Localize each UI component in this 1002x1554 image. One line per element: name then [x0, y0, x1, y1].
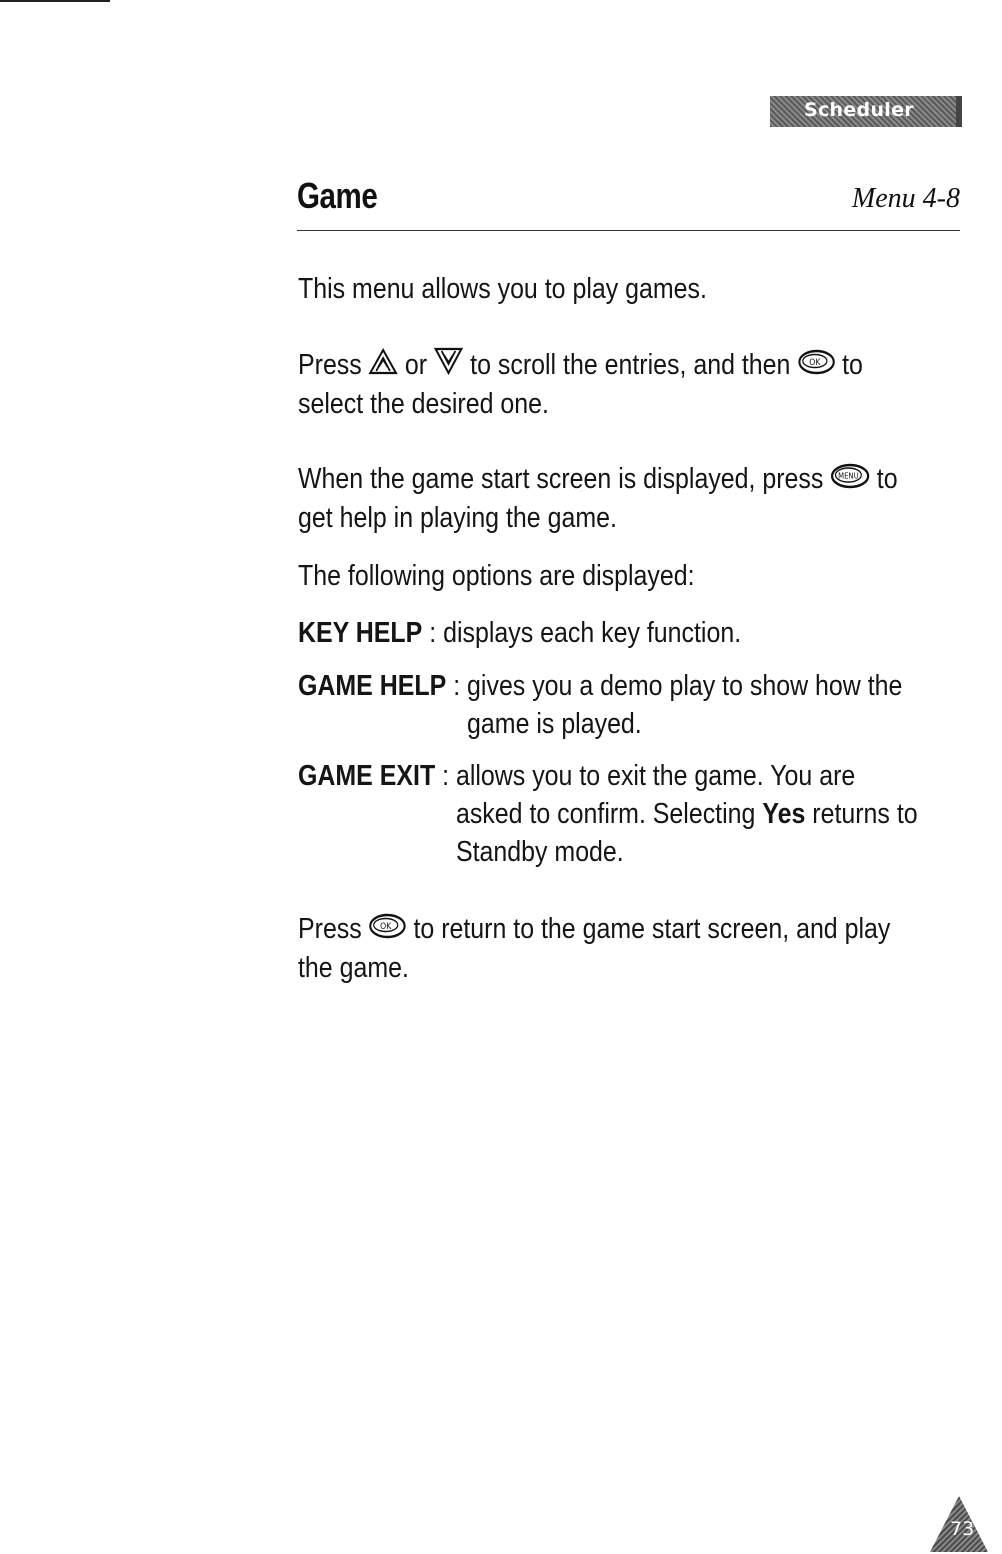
- ok-key-icon: [797, 347, 835, 385]
- option-term: KEY HELP: [298, 617, 423, 649]
- menu-key-icon: [830, 461, 870, 499]
- page-number: 73: [950, 1518, 975, 1540]
- help-instruction: When the game start screen is displayed, press MENU to get help in playing the game.: [298, 463, 898, 535]
- scroll-instruction: Press or to scroll the entries, and then OK to select the desired one.: [298, 349, 863, 421]
- title-divider: [297, 230, 960, 231]
- option-desc: returns to: [812, 798, 918, 830]
- down-key-icon: [434, 347, 463, 385]
- page-title: Game: [297, 175, 378, 216]
- option-game-help: GAME HELP : gives you a demo play to show how the game is played.: [298, 667, 969, 743]
- section-tab: [770, 96, 962, 127]
- option-desc: Standby mode.: [455, 836, 624, 868]
- svg-text:OK: OK: [808, 356, 821, 368]
- option-desc: allows you to exit the game. You are: [455, 760, 856, 792]
- section-tab-label: Scheduler: [804, 99, 914, 121]
- ok-key-icon: [369, 911, 407, 949]
- intro-paragraph: This menu allows you to play games.: [298, 273, 707, 305]
- option-desc: asked to confirm. Selecting: [455, 798, 756, 830]
- option-game-exit: GAME EXIT : allows you to exit the game. You are asked to confirm. Selecting Yes returns to Standby mode.: [298, 757, 969, 871]
- return-instruction: Press OK to return to the game start screen, and play the game.: [298, 913, 891, 985]
- option-desc: game is played.: [467, 708, 642, 740]
- option-term: GAME HELP: [298, 670, 447, 702]
- svg-text:OK: OK: [380, 920, 392, 932]
- option-key-help: KEY HELP : displays each key function.: [298, 614, 969, 652]
- option-desc: displays each key function.: [443, 617, 742, 649]
- menu-reference: Menu 4-8: [851, 183, 960, 214]
- option-term: GAME EXIT: [298, 760, 436, 792]
- option-desc-bold: Yes: [762, 798, 806, 830]
- top-corner-rule: [0, 0, 110, 2]
- options-intro: The following options are displayed:: [298, 560, 695, 592]
- svg-text:MENU: MENU: [838, 471, 859, 481]
- option-desc: gives you a demo play to show how the: [467, 670, 903, 702]
- up-key-icon: [369, 347, 398, 385]
